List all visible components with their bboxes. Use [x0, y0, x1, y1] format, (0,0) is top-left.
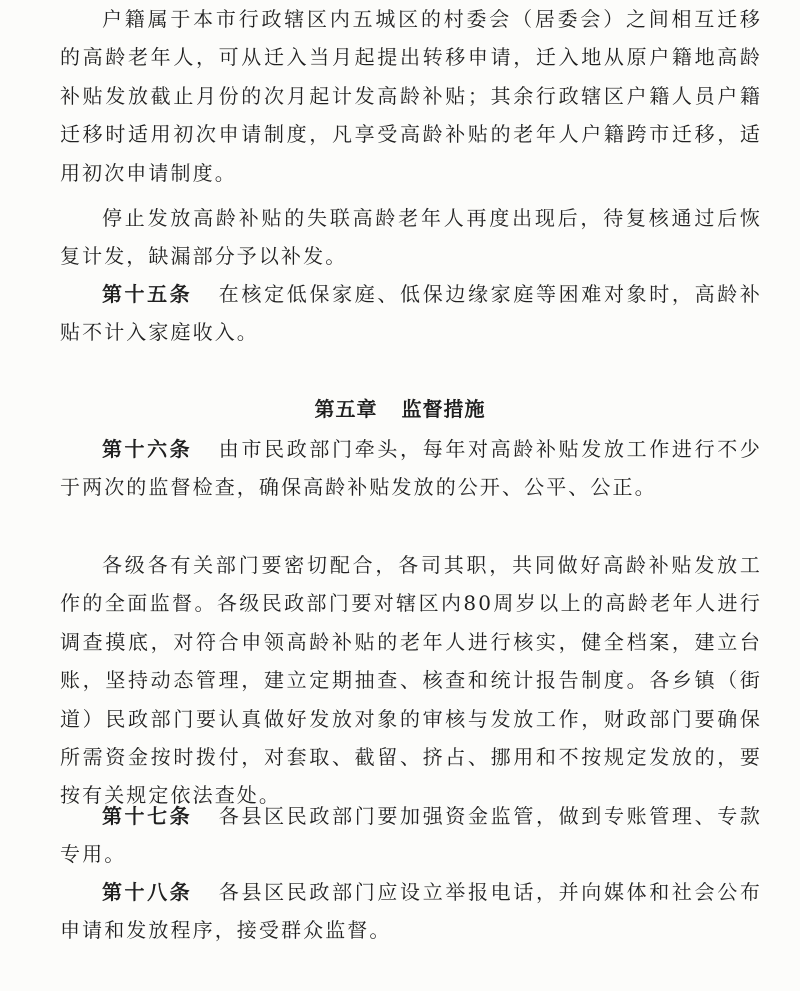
article-number: 第十六条 [102, 437, 193, 461]
article-text: 各县区民政部门应设立举报电话，并向媒体和社会公布申请和发放程序，接受群众监督。 [60, 880, 762, 943]
paragraph-text: 停止发放高龄补贴的失联高龄老年人再度出现后，待复核通过后恢复计发，缺漏部分予以补发。 [60, 206, 762, 269]
chapter-number: 第五章 [314, 397, 378, 421]
article-number: 第十八条 [102, 880, 193, 904]
paragraph-lost-contact [60, 199, 762, 276]
article-text: 由市民政部门牵头，每年对高龄补贴发放工作进行不少于两次的监督检查，确保高龄补贴发放的公开、公平、公正。 [60, 437, 762, 500]
chapter-title: 监督措施 [401, 397, 486, 421]
article-16 [60, 430, 762, 507]
paragraph-migration-rules [60, 0, 762, 192]
article-text: 在核定低保家庭、低保边缘家庭等困难对象时，高龄补贴不计入家庭收入。 [60, 282, 762, 345]
article-number: 第十五条 [102, 282, 193, 306]
article-text: 各县区民政部门要加强资金监管，做到专账管理、专款专用。 [60, 804, 762, 867]
article-17 [60, 797, 762, 874]
article-18 [60, 873, 762, 950]
article-number: 第十七条 [102, 804, 193, 828]
paragraph-text: 户籍属于本市行政辖区内五城区的村委会（居委会）之间相互迁移的高龄老年人，可从迁入当月起提出转移申请，迁入地从原户籍地高龄补贴发放截止月份的次月起计发高龄补贴；其余行政辖区户籍人员户籍迁移时适用初次申请制度，凡享受高龄补贴的老年人户籍跨市迁移，适用初次申请制度。 [60, 7, 762, 185]
paragraph-supervision-duties [60, 546, 762, 815]
article-15 [60, 275, 762, 352]
chapter-heading [0, 391, 800, 427]
paragraph-text: 各级各有关部门要密切配合，各司其职，共同做好高龄补贴发放工作的全面监督。各级民政部门要对辖区内80周岁以上的高龄老年人进行调查摸底，对符合申领高龄补贴的老年人进行核实，健全档案，建立台账，坚持动态管理，建立定期抽查、核查和统计报告制度。各乡镇（街道）民政部门要认真做好发放对象的审核与发放工作，财政部门要确保所需资金按时拨付，对套取、截留、挤占、挪用和不按规定发放的，要按有关规定依法查处。 [60, 553, 762, 808]
